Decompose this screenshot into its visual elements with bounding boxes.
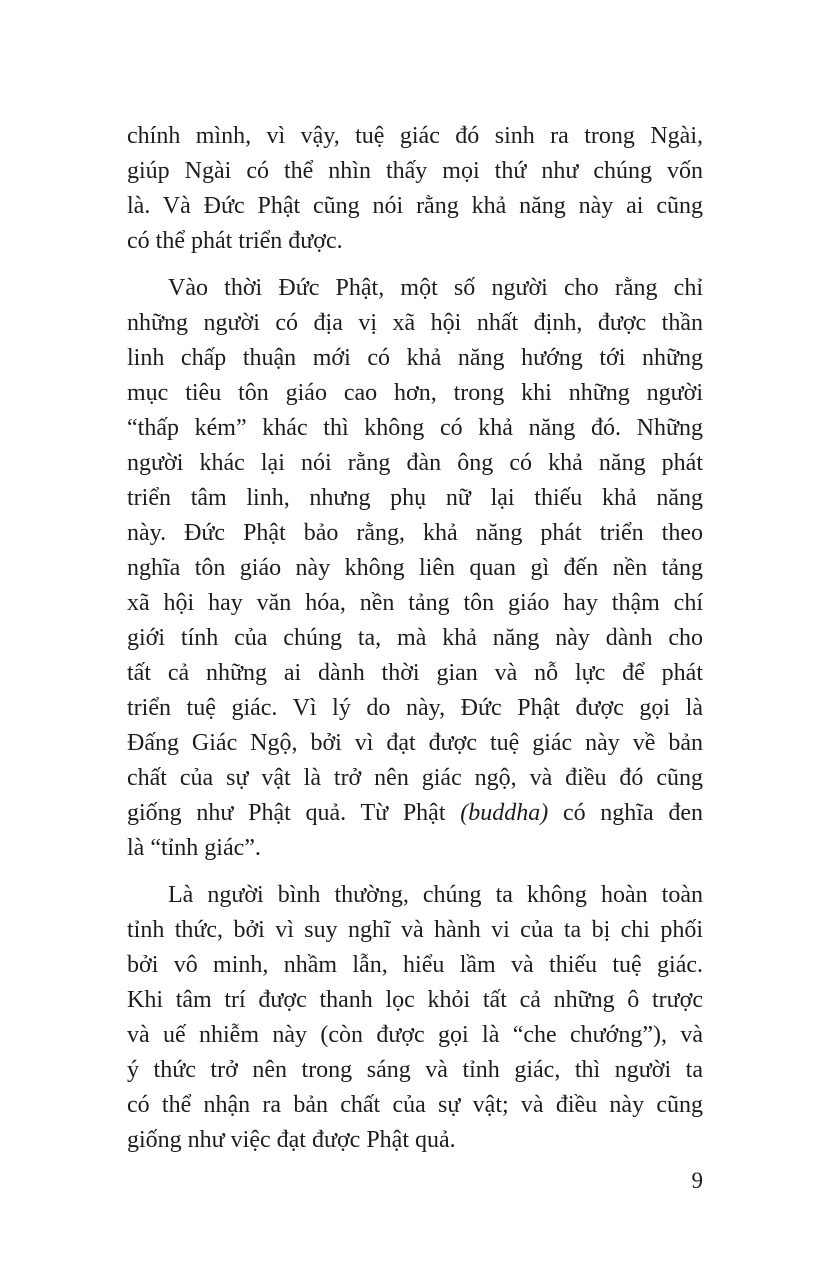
text-segment: chính mình, vì vậy, tuệ giác đó sinh ra trong Ngài, [127, 123, 703, 149]
text-segment: Khi tâm trí được thanh lọc khỏi tất cả những ô trược [127, 987, 703, 1013]
text-line [127, 1053, 703, 1088]
text-line [127, 621, 703, 656]
text-segment: “thấp kém” khác thì không có khả năng đó. Những [127, 415, 703, 441]
text-line [127, 691, 703, 726]
text-segment: bởi vô minh, nhầm lẫn, hiểu lầm và thiếu tuệ giác. [127, 952, 703, 978]
text-segment: có nghĩa đen [548, 800, 703, 826]
text-line [127, 913, 703, 948]
text-segment: những người có địa vị xã hội nhất định, được thần [127, 310, 703, 336]
paragraph-3 [127, 878, 703, 1158]
text-line [127, 306, 703, 341]
text-block [127, 119, 703, 1158]
text-segment: giúp Ngài có thể nhìn thấy mọi thứ như chúng vốn [127, 158, 703, 184]
text-segment: triển tuệ giác. Vì lý do này, Đức Phật được gọi là [127, 695, 703, 721]
text-segment: Là người bình thường, chúng ta không hoàn toàn [168, 882, 703, 908]
text-segment: người khác lại nói rằng đàn ông có khả năng phát [127, 450, 703, 476]
text-segment: có thể nhận ra bản chất của sự vật; và điều này cũng [127, 1092, 703, 1118]
text-segment: này. Đức Phật bảo rằng, khả năng phát triển theo [127, 520, 703, 546]
text-segment: mục tiêu tôn giáo cao hơn, trong khi những người [127, 380, 703, 406]
paragraph-1 [127, 119, 703, 259]
text-segment: giống như việc đạt được Phật quả. [127, 1127, 456, 1153]
text-segment: tất cả những ai dành thời gian và nỗ lực để phát [127, 660, 703, 686]
text-segment: là “tỉnh giác”. [127, 835, 261, 861]
text-line [127, 656, 703, 691]
text-segment: nghĩa tôn giáo này không liên quan gì đến nền tảng [127, 555, 703, 581]
text-segment: giống như Phật quả. Từ Phật [127, 800, 461, 826]
italic-term: (buddha) [460, 800, 549, 826]
text-line [127, 224, 703, 259]
text-line [127, 761, 703, 796]
text-line [127, 796, 703, 831]
text-segment: có thể phát triển được. [127, 228, 343, 254]
text-line [127, 1018, 703, 1053]
text-segment: giới tính của chúng ta, mà khả năng này dành cho [127, 625, 703, 651]
text-segment: linh chấp thuận mới có khả năng hướng tới những [127, 345, 703, 371]
text-line [127, 481, 703, 516]
text-line [127, 948, 703, 983]
text-segment: và uế nhiễm này (còn được gọi là “che chướng”), và [127, 1022, 703, 1048]
page-number: 9 [691, 1168, 703, 1193]
text-line [127, 1088, 703, 1123]
text-line [127, 586, 703, 621]
text-line [127, 878, 703, 913]
text-line [127, 189, 703, 224]
text-segment: tỉnh thức, bởi vì suy nghĩ và hành vi của ta bị chi phối [127, 917, 703, 943]
text-line [127, 831, 703, 866]
text-line [127, 271, 703, 306]
text-segment: xã hội hay văn hóa, nền tảng tôn giáo hay thậm chí [127, 590, 703, 616]
text-segment: ý thức trở nên trong sáng và tỉnh giác, thì người ta [127, 1057, 703, 1083]
text-segment: chất của sự vật là trở nên giác ngộ, và điều đó cũng [127, 765, 703, 791]
text-segment: là. Và Đức Phật cũng nói rằng khả năng này ai cũng [127, 193, 703, 219]
paragraph-2 [127, 271, 703, 866]
text-line [127, 341, 703, 376]
text-line [127, 411, 703, 446]
text-line [127, 154, 703, 189]
text-line [127, 516, 703, 551]
text-segment: Đấng Giác Ngộ, bởi vì đạt được tuệ giác này về bản [127, 730, 703, 756]
text-segment: triển tâm linh, nhưng phụ nữ lại thiếu khả năng [127, 485, 703, 511]
text-line [127, 1123, 703, 1158]
text-line [127, 726, 703, 761]
text-line [127, 446, 703, 481]
text-line [127, 376, 703, 411]
text-line [127, 119, 703, 154]
text-segment: Vào thời Đức Phật, một số người cho rằng chỉ [168, 275, 703, 301]
text-line [127, 551, 703, 586]
text-line [127, 983, 703, 1018]
